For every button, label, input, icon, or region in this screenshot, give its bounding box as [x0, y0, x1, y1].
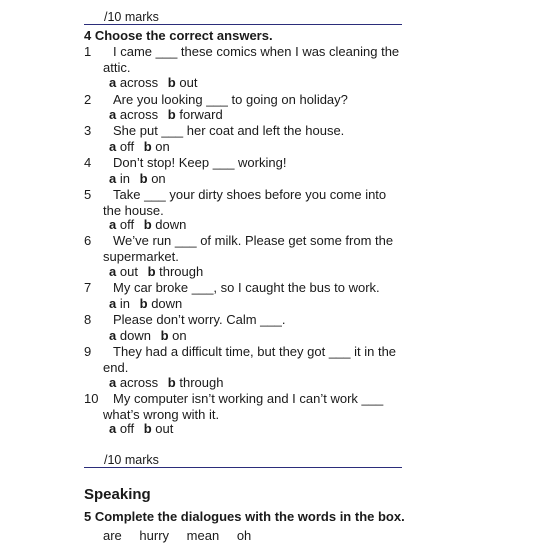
answer-options	[109, 375, 229, 390]
option-b[interactable]: b down	[143, 217, 187, 232]
question-sentence: Are you looking ___ to going on holiday?	[113, 92, 348, 107]
word-box-item: mean	[186, 528, 220, 543]
answer-options	[109, 264, 209, 279]
word-box	[103, 528, 265, 543]
option-b-text: down	[155, 217, 187, 232]
option-a[interactable]: a across	[109, 375, 159, 390]
answer-options	[109, 296, 188, 311]
option-b-text: down	[151, 296, 183, 311]
question-sentence: We’ve run ___ of milk. Please get some from the supermarket.	[103, 233, 394, 264]
question-number: 9	[84, 344, 92, 359]
option-a-text: out	[119, 264, 138, 279]
question-number: 3	[84, 123, 92, 138]
option-a-text: off	[119, 139, 135, 154]
question-text	[103, 44, 403, 76]
question-text	[103, 233, 403, 265]
question-text	[103, 155, 403, 171]
answer-options	[109, 217, 192, 232]
option-a-text: down	[119, 328, 151, 343]
option-a[interactable]: a out	[109, 264, 138, 279]
question-sentence: My computer isn’t working and I can’t work ___ what’s wrong with it.	[103, 391, 384, 422]
question-number: 2	[84, 92, 92, 107]
option-a-text: across	[119, 375, 159, 390]
option-b-text: out	[155, 421, 174, 436]
option-b[interactable]: b out	[167, 75, 198, 90]
question-number: 8	[84, 312, 92, 327]
option-b-text: through	[179, 375, 224, 390]
divider-rule	[84, 467, 402, 468]
option-b-text: forward	[179, 107, 223, 122]
question-sentence: She put ___ her coat and left the house.	[113, 123, 345, 138]
word-box-item: hurry	[139, 528, 170, 543]
question-number: 5	[84, 187, 92, 202]
option-b-text: through	[159, 264, 204, 279]
answer-options	[109, 107, 229, 122]
question-text	[103, 312, 403, 328]
answer-options	[109, 421, 179, 436]
question-number: 6	[84, 233, 92, 248]
question-text	[103, 344, 403, 376]
marks-label: /10 marks	[104, 453, 159, 467]
option-a-text: across	[119, 107, 159, 122]
question-text	[103, 187, 403, 219]
speaking-title: Speaking	[84, 486, 151, 503]
answer-options	[109, 171, 172, 186]
section-5-heading: 5 Complete the dialogues with the words in the box.	[84, 509, 405, 524]
section-4-heading: 4 Choose the correct answers.	[84, 28, 273, 43]
question-sentence: I came ___ these comics when I was cleaning the attic.	[103, 44, 400, 75]
option-a[interactable]: a off	[109, 217, 135, 232]
option-b-text: out	[179, 75, 198, 90]
answer-options	[109, 139, 176, 154]
top-marks-line	[84, 5, 402, 25]
option-b-text: on	[151, 171, 166, 186]
option-a[interactable]: a off	[109, 139, 135, 154]
option-a[interactable]: a off	[109, 421, 135, 436]
option-b[interactable]: b on	[160, 328, 187, 343]
question-sentence: They had a difficult time, but they got ___ it in the end.	[103, 344, 397, 375]
option-a[interactable]: a across	[109, 107, 159, 122]
question-text	[103, 280, 403, 296]
marks-label: /10 marks	[104, 10, 159, 24]
answer-options	[109, 75, 203, 90]
word-box-item: oh	[236, 528, 252, 543]
option-a-text: off	[119, 421, 135, 436]
option-a-text: in	[119, 296, 130, 311]
option-b[interactable]: b forward	[167, 107, 223, 122]
question-sentence: Don’t stop! Keep ___ working!	[113, 155, 287, 170]
question-number: 10	[84, 391, 99, 406]
option-b-text: on	[155, 139, 170, 154]
question-number: 7	[84, 280, 92, 295]
option-a[interactable]: a in	[109, 296, 130, 311]
option-b[interactable]: b out	[143, 421, 174, 436]
option-a[interactable]: a down	[109, 328, 151, 343]
option-b[interactable]: b through	[167, 375, 224, 390]
question-sentence: My car broke ___, so I caught the bus to work.	[113, 280, 380, 295]
question-number: 1	[84, 44, 92, 59]
option-b[interactable]: b on	[143, 139, 170, 154]
question-number: 4	[84, 155, 92, 170]
question-text	[103, 391, 403, 423]
option-a-text: off	[119, 217, 135, 232]
option-b-text: on	[172, 328, 187, 343]
answer-options	[109, 328, 193, 343]
divider-rule	[84, 24, 402, 25]
question-sentence: Take ___ your dirty shoes before you come into the house.	[103, 187, 387, 218]
option-b[interactable]: b on	[139, 171, 166, 186]
question-text	[103, 92, 403, 108]
question-text	[103, 123, 403, 139]
option-b[interactable]: b down	[139, 296, 183, 311]
option-a[interactable]: a across	[109, 75, 159, 90]
option-a-text: in	[119, 171, 130, 186]
option-a-text: across	[119, 75, 159, 90]
word-box-item: are	[103, 528, 122, 543]
option-a[interactable]: a in	[109, 171, 130, 186]
section-4-marks-line	[84, 448, 402, 468]
option-b[interactable]: b through	[147, 264, 204, 279]
question-sentence: Please don’t worry. Calm ___.	[113, 312, 286, 327]
